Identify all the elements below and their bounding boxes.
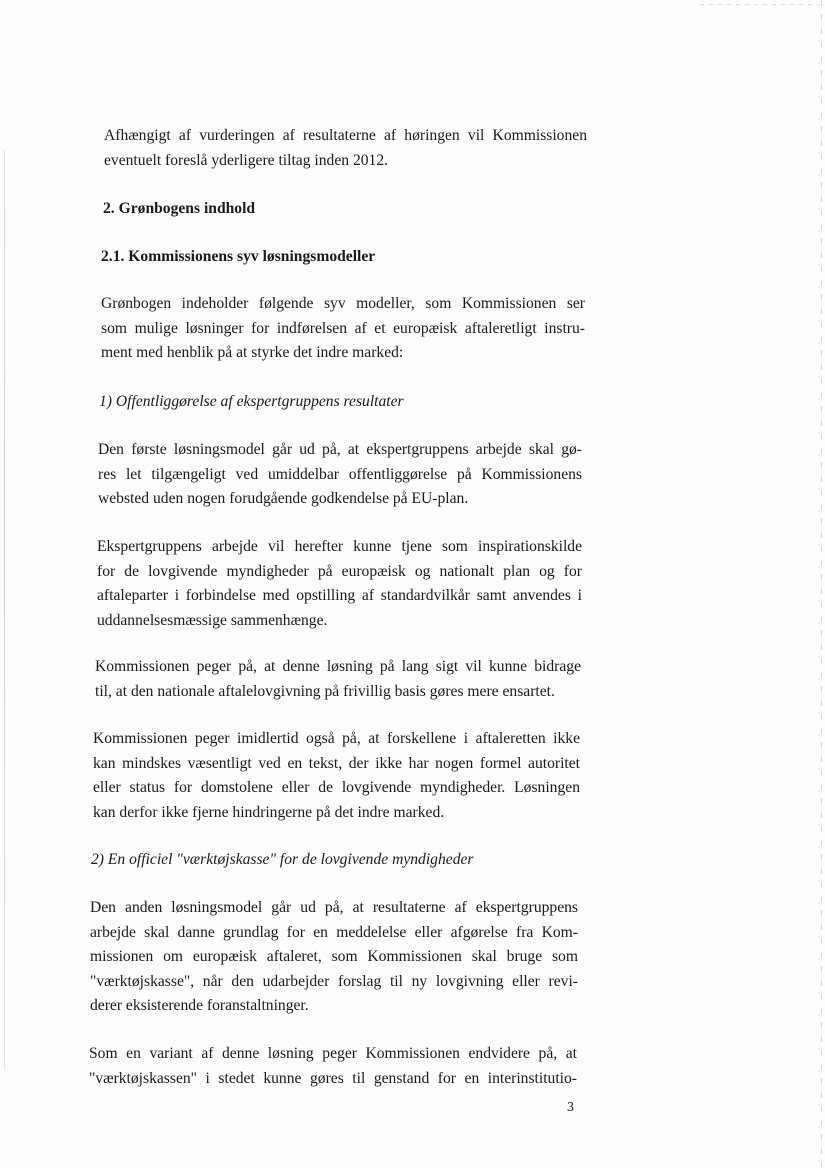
paragraph-model-1-benefit — [95, 655, 581, 704]
text-line: Den anden løsningsmodel går ud på, at resultaterne af ekspertgruppens — [90, 899, 578, 916]
text-line: eller status for domstolene eller de lovgivende myndigheder. Løsningen — [93, 779, 580, 796]
text-line: "værktøjskassen" i stedet kunne gøres til genstand for en interinstitutio- — [89, 1069, 577, 1087]
text-line: uddannelsesmæssige sammenhænge. — [97, 611, 328, 629]
text-line: til, at den nationale aftalelovgivning på frivillig basis gøres mere ensartet. — [95, 682, 555, 700]
text-line: res let tilgængeligt ved umiddelbar offentliggørelse på Kommissionens — [98, 465, 582, 483]
paragraph-models — [101, 292, 585, 366]
text-line: websted uden nogen forudgående godkendelse på EU-plan. — [98, 490, 469, 507]
text-line: Som en variant af denne løsning peger Kommissionen endvidere på, at — [89, 1045, 577, 1062]
text-line: "værktøjskasse", når den udarbejder forslag til ny lovgivning eller revi- — [90, 972, 578, 990]
paragraph-intro — [104, 124, 587, 173]
text-line: Grønbogen indeholder følgende syv modeller, som Kommissionen ser — [101, 295, 585, 312]
text-line: Kommissionen peger på, at denne løsning på lang sigt vil kunne bidrage — [95, 658, 581, 675]
section-heading: 2. Grønbogens indhold — [103, 200, 256, 217]
model-1-heading: 1) Offentliggørelse af ekspertgruppens resultater — [99, 393, 404, 410]
text-line: kan derfor ikke fjerne hindringerne på det indre marked. — [93, 803, 445, 821]
paragraph-model-2-description — [90, 896, 578, 1019]
paragraph-model-1-limitation — [93, 727, 580, 825]
text-line: for de lovgivende myndigheder på europæisk og nationalt plan og for — [97, 562, 582, 580]
text-line: Ekspertgruppens arbejde vil herefter kunne tjene som inspirationskilde — [97, 538, 582, 555]
text-line: arbejde skal danne grundlag for en meddelelse eller afgørelse fra Kom- — [90, 923, 578, 941]
text-line: som mulige løsninger for indførelsen af et europæisk aftaleretligt instru- — [101, 319, 585, 337]
text-line: missionen om europæisk aftaleret, som Kommissionen skal bruge som — [90, 948, 578, 965]
text-line: Afhængigt af vurderingen af resultaterne af høringen vil Kommissionen — [104, 127, 587, 144]
subsection-heading: 2.1. Kommissionens syv løsningsmodeller — [101, 248, 376, 265]
paragraph-model-1-use — [97, 535, 582, 633]
model-2-heading: 2) En officiel "værktøjskasse" for de lovgivende myndigheder — [91, 851, 474, 868]
text-line: Den første løsningsmodel går ud på, at ekspertgruppens arbejde skal gø- — [98, 441, 582, 458]
text-line: ment med henblik på at styrke det indre marked: — [101, 344, 404, 361]
page-number: 3 — [567, 1100, 574, 1115]
paragraph-model-1-description — [98, 438, 582, 512]
text-line: derer eksisterende foranstaltninger. — [90, 997, 309, 1014]
paragraph-model-2-variant — [89, 1042, 577, 1091]
text-line: kan mindskes væsentligt ved en tekst, der ikke har nogen formel autoritet — [93, 754, 580, 772]
text-line: Kommissionen peger imidlertid også på, at forskellene i aftaleretten ikke — [93, 730, 580, 747]
text-line: eventuelt foreslå yderligere tiltag inden 2012. — [104, 151, 389, 169]
text-line: aftaleparter i forbindelse med opstilling af standardvilkår samt anvendes i — [97, 587, 582, 604]
